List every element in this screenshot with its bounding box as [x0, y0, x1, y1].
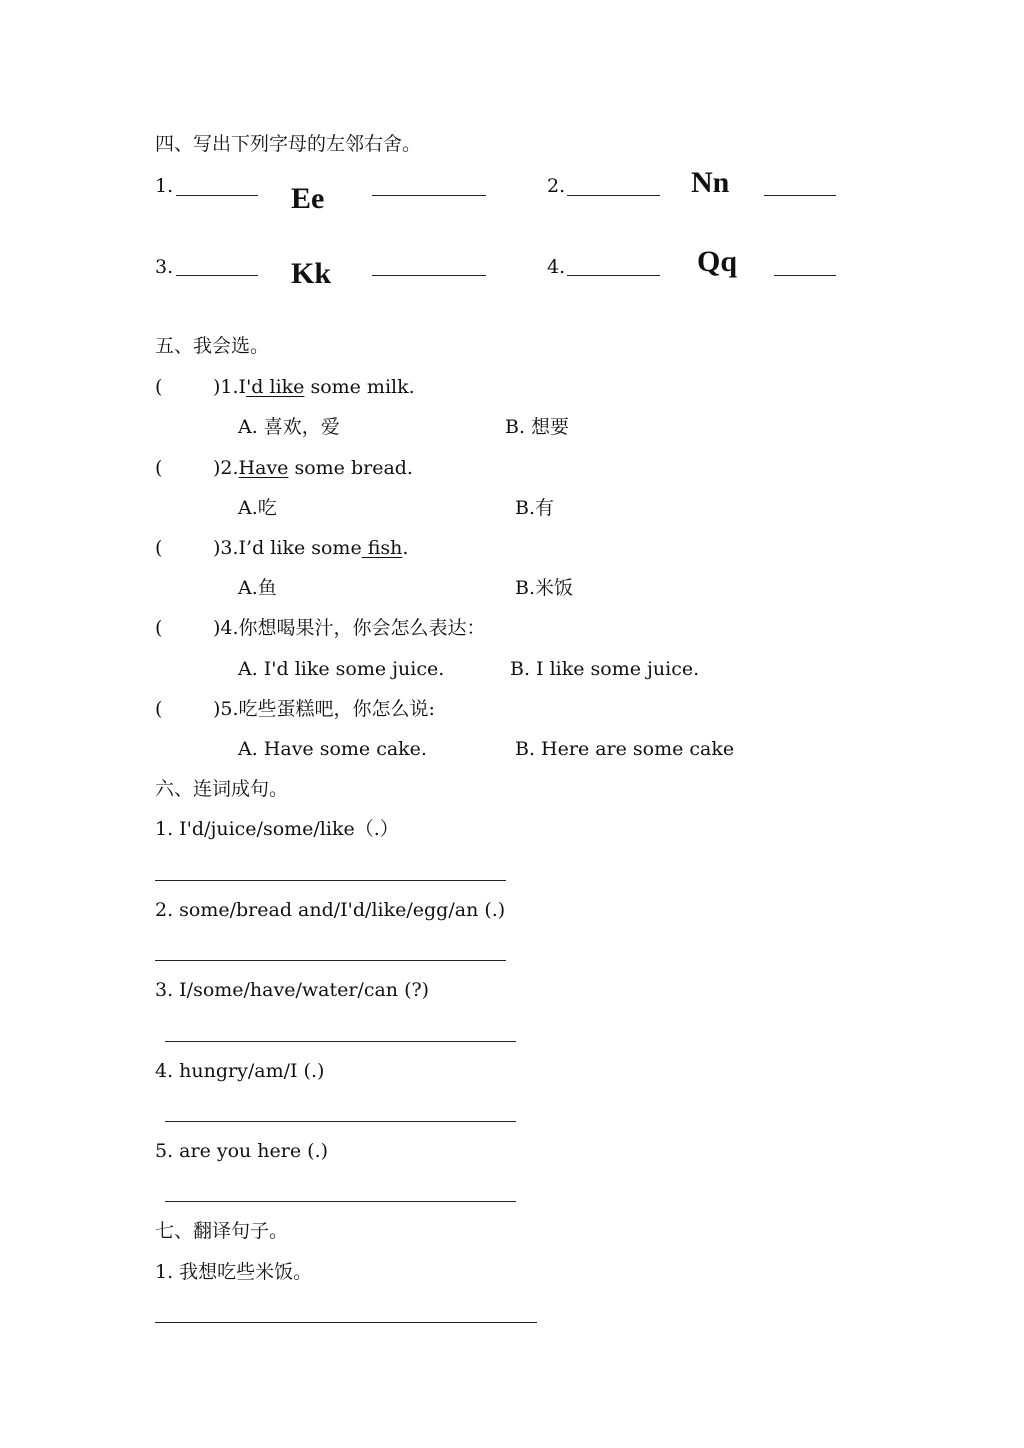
section4-heading: 四、写出下列字母的左邻右舍。: [155, 133, 422, 155]
answer-blank[interactable]: [372, 195, 486, 196]
answer-paren-open[interactable]: (: [155, 376, 163, 398]
letter-qq: Qq: [697, 245, 738, 278]
question-text: 吃些蛋糕吧，你怎么说:: [238, 698, 435, 720]
answer-line[interactable]: [155, 960, 506, 961]
answer-blank[interactable]: [176, 195, 258, 196]
section6-heading: 六、连词成句。: [155, 778, 289, 800]
answer-blank[interactable]: [567, 195, 660, 196]
item-number: 2.: [547, 175, 566, 197]
item-number: 1.: [155, 175, 174, 197]
answer-blank[interactable]: [774, 275, 836, 276]
option-a[interactable]: A. I'd like some juice.: [238, 658, 445, 680]
option-b[interactable]: B. Here are some cake: [515, 738, 735, 760]
letter-kk: Kk: [291, 257, 332, 290]
question-text: some bread.: [288, 457, 413, 479]
option-b[interactable]: B.米饭: [515, 577, 574, 599]
question-number: )2.: [213, 457, 239, 479]
answer-line[interactable]: [155, 880, 506, 881]
sentence-prompt: 3. I/some/have/water/can (?): [155, 979, 430, 1001]
answer-blank[interactable]: [764, 195, 836, 196]
answer-line[interactable]: [165, 1041, 516, 1042]
sentence-prompt: 5. are you here (.): [155, 1140, 329, 1162]
question-text: I’d like some: [238, 537, 362, 559]
question-number: )5.: [213, 698, 239, 720]
option-a[interactable]: A.鱼: [238, 577, 277, 599]
sentence-prompt: 1. I'd/juice/some/like（.）: [155, 818, 399, 840]
question-4: [213, 617, 486, 639]
translate-prompt: 1. 我想吃些米饭。: [155, 1261, 313, 1283]
option-a[interactable]: A.吃: [238, 497, 277, 519]
underlined-phrase: Have: [238, 457, 289, 479]
option-b[interactable]: B. 想要: [505, 416, 570, 438]
option-b[interactable]: B.有: [515, 497, 555, 519]
answer-blank[interactable]: [372, 275, 486, 276]
question-number: )3.: [213, 537, 239, 559]
answer-line[interactable]: [165, 1121, 516, 1122]
question-3: [213, 537, 408, 559]
sentence-prompt: 2. some/bread and/I'd/like/egg/an (.): [155, 899, 506, 921]
question-text: some milk.: [304, 376, 415, 398]
answer-line[interactable]: [155, 1322, 537, 1323]
question-number: )4.: [213, 617, 239, 639]
item-number: 3.: [155, 256, 174, 278]
question-2: [213, 457, 413, 479]
underlined-phrase: 'd like: [246, 376, 305, 398]
option-a[interactable]: A. Have some cake.: [238, 738, 427, 760]
letter-nn: Nn: [691, 166, 730, 199]
question-5: [213, 698, 435, 720]
question-text: I: [238, 376, 247, 398]
question-1: [213, 376, 415, 398]
item-number: 4.: [547, 256, 566, 278]
sentence-prompt: 4. hungry/am/I (.): [155, 1060, 325, 1082]
answer-line[interactable]: [165, 1201, 516, 1202]
answer-paren-open[interactable]: (: [155, 457, 163, 479]
option-a[interactable]: A. 喜欢，爱: [238, 416, 340, 438]
section5-heading: 五、我会选。: [155, 335, 270, 357]
option-b[interactable]: B. I like some juice.: [510, 658, 700, 680]
answer-blank[interactable]: [176, 275, 258, 276]
question-text: 你想喝果汁，你会怎么表达：: [238, 617, 486, 639]
answer-blank[interactable]: [567, 275, 660, 276]
answer-paren-open[interactable]: (: [155, 537, 163, 559]
letter-ee: Ee: [291, 182, 325, 215]
answer-paren-open[interactable]: (: [155, 617, 163, 639]
question-number: )1.: [213, 376, 239, 398]
question-text: .: [402, 537, 409, 559]
underlined-phrase: fish: [361, 537, 403, 559]
section7-heading: 七、翻译句子。: [155, 1220, 289, 1242]
answer-paren-open[interactable]: (: [155, 698, 163, 720]
